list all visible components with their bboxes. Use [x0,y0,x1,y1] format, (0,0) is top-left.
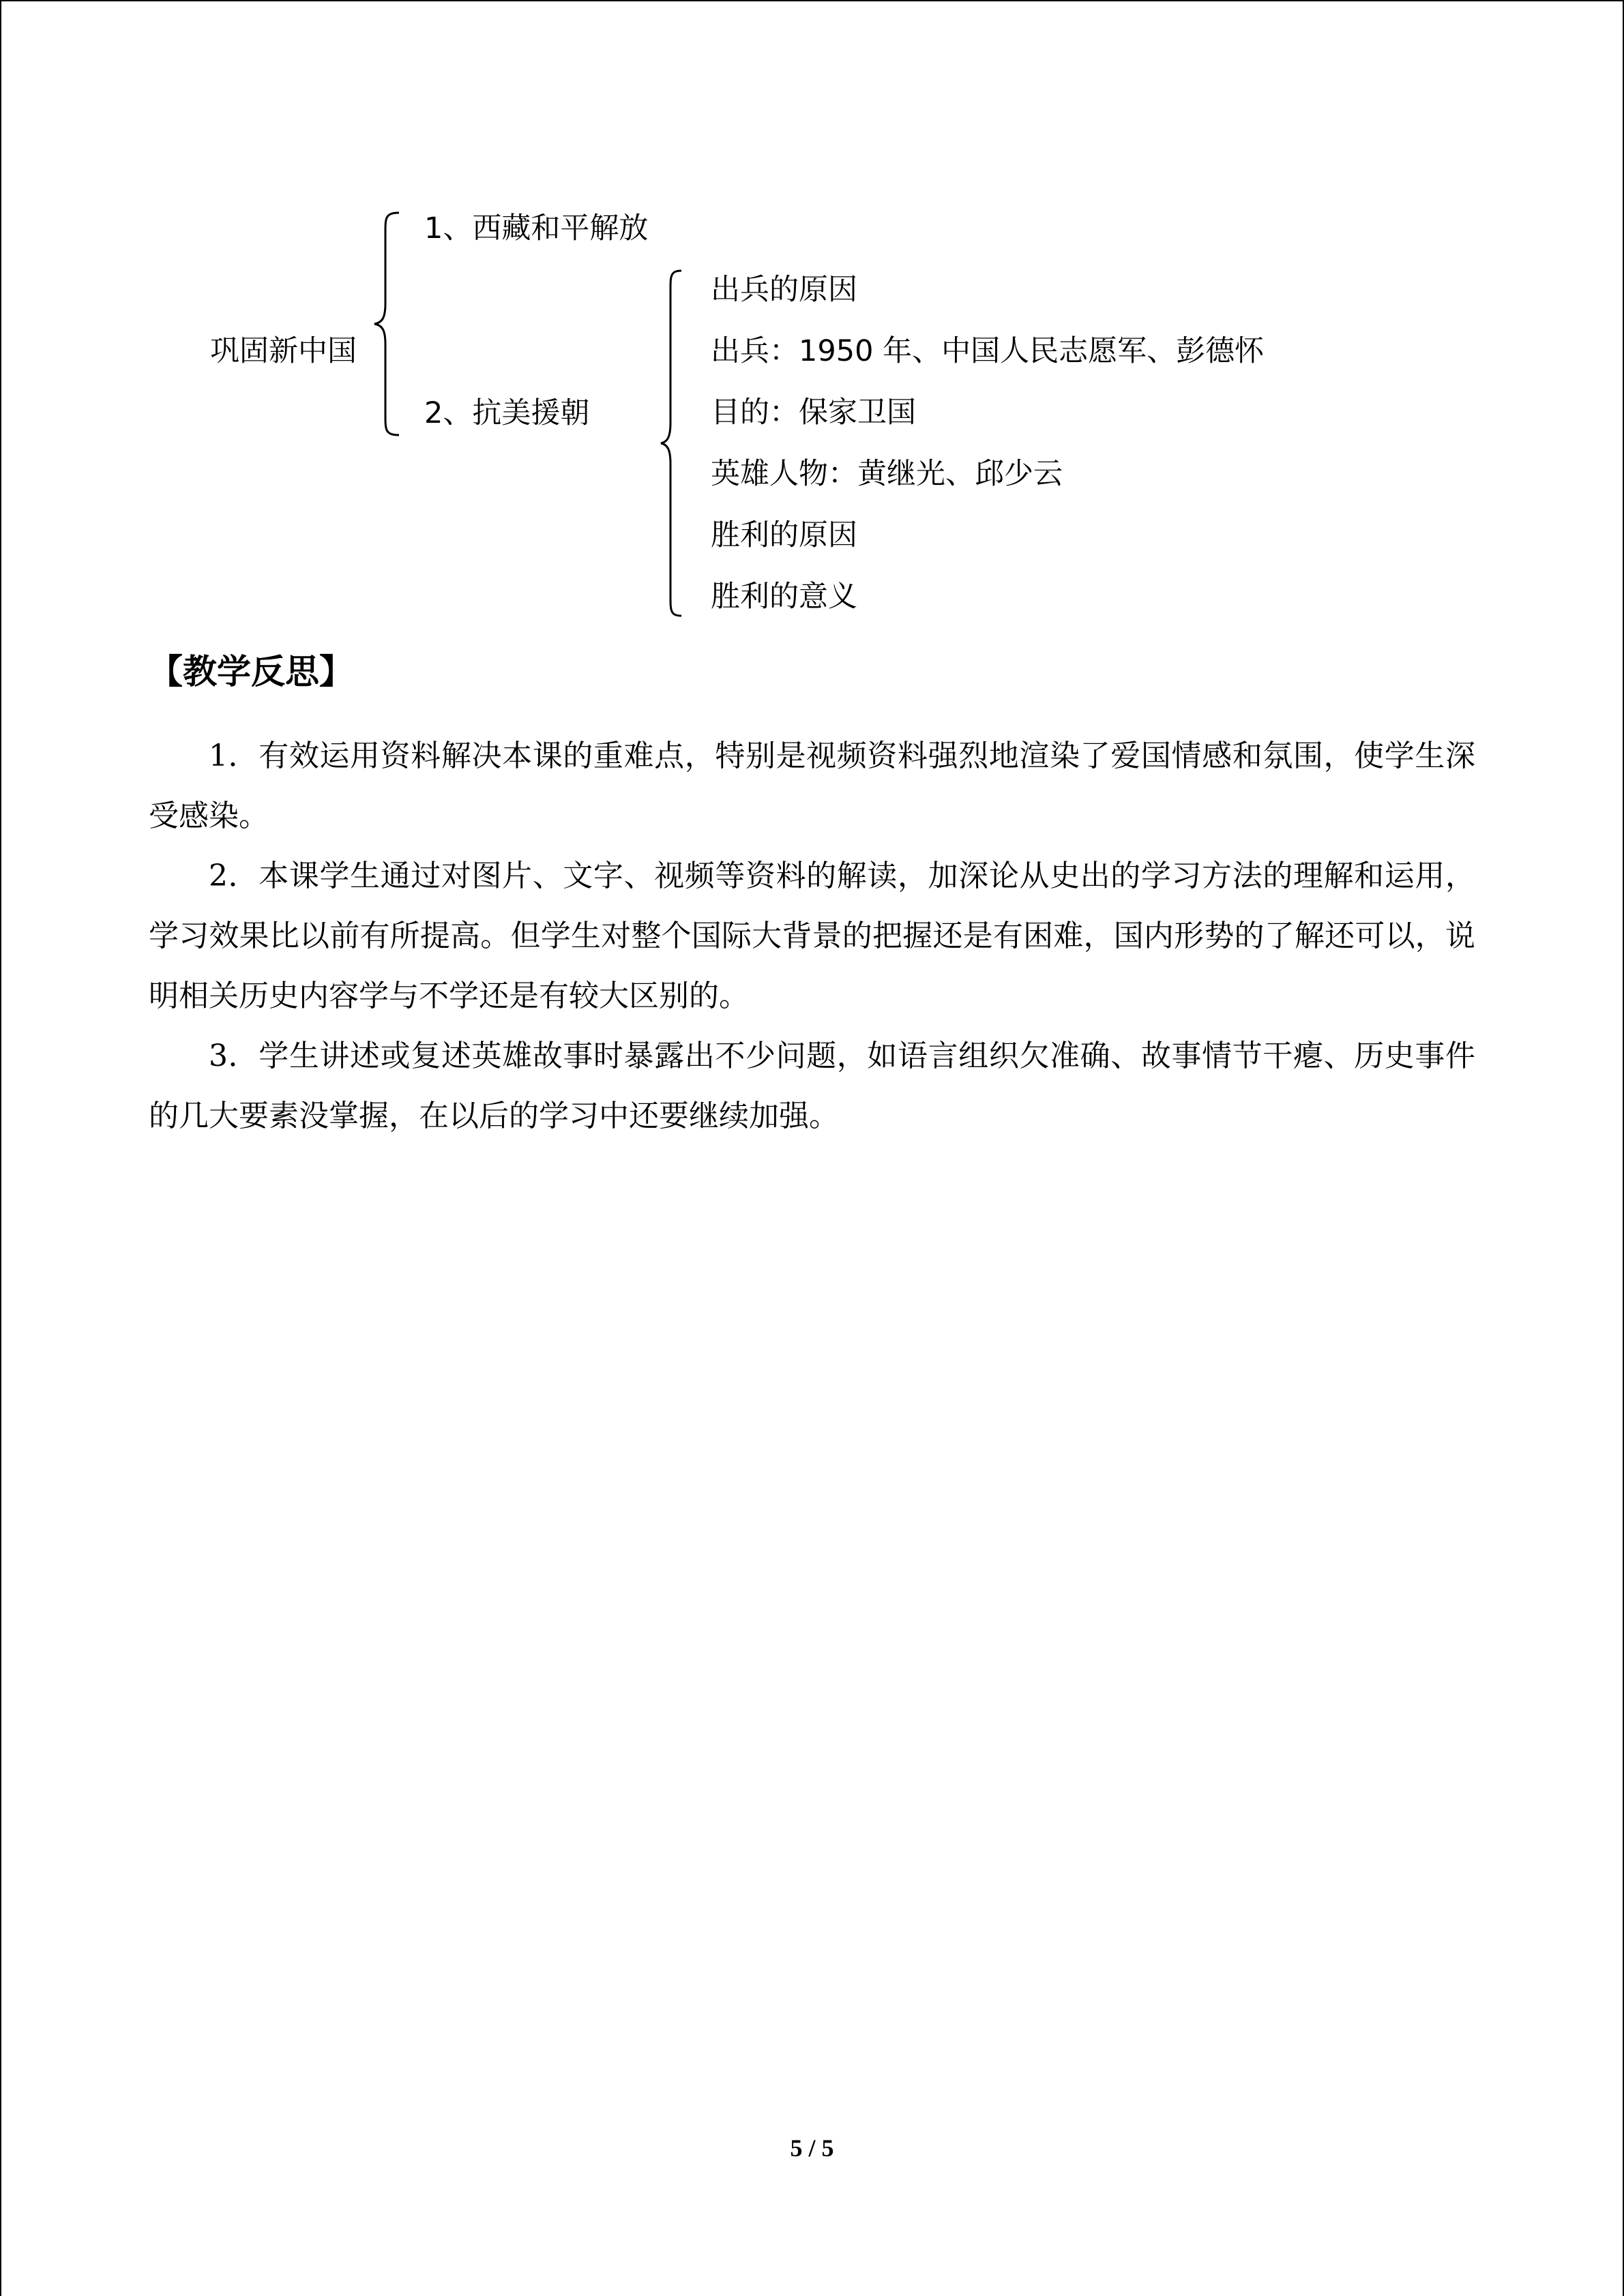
reflection-paragraph: 3．学生讲述或复述英雄故事时暴露出不少问题，如语言组织欠准确、故事情节干瘪、历史事件的几大要素没掌握，在以后的学习中还要继续加强。 [149,1039,1475,1133]
reflection-paragraph: 2．本课学生通过对图片、文字、视频等资料的解读，加深论从史出的学习方法的理解和运用，学习效果比以前有所提高。但学生对整个国际大背景的把握还是有困难，国内形势的了解还可以，说明相关历史内容学与不学还是有较大区别的。 [149,859,1475,1013]
outline-brace-main [372,211,406,436]
outline-sub-item: 出兵：1950 年、中国人民志愿军、彭德怀 [711,334,1265,368]
section-title: 【教学反思】 [149,651,353,691]
outline-sub-item: 英雄人物：黄继光、邱少云 [711,457,1063,491]
outline-item-1: 1、西藏和平解放 [424,211,649,245]
knowledge-outline [0,0,1624,641]
outline-sub-item: 目的：保家卫国 [711,396,916,430]
outline-item-2: 2、抗美援朝 [424,396,590,430]
page-number: 5 / 5 [790,2134,834,2162]
outline-root: 巩固新中国 [210,334,357,368]
outline-sub-item: 出兵的原因 [711,273,857,307]
outline-sub-item: 胜利的原因 [711,518,857,552]
outline-sub-item: 胜利的意义 [711,580,857,614]
outline-brace-sub [658,269,685,617]
reflection-paragraph: 1．有效运用资料解决本课的重难点，特别是视频资料强烈地渲染了爱国情感和氛围，使学生深受感染。 [149,739,1475,833]
